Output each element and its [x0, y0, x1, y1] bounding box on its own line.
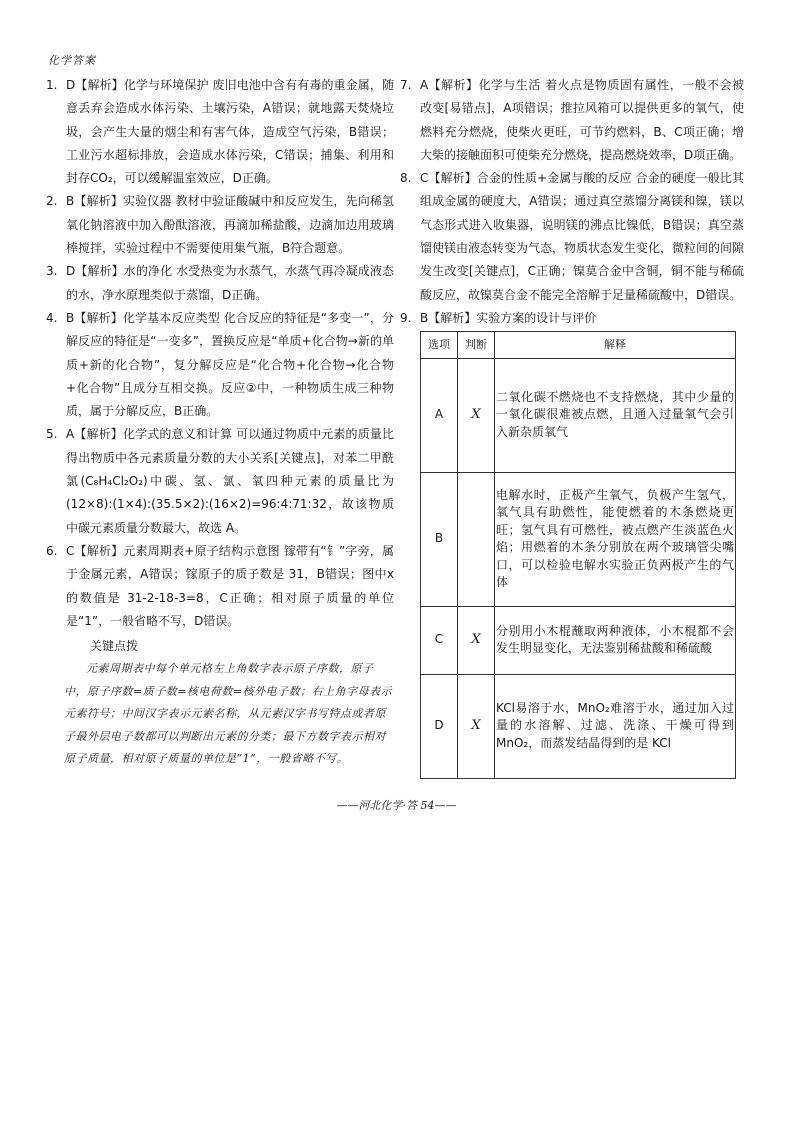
answer-text: A【解析】化学与生活 着火点是物质固有属性，一般不会被改变[易错点]，A项错误；推拉风箱可以提供更多的氧气，使燃料充分燃烧，使柴火更旺，可节约燃料，B、C项正确；增大柴的接触面积可使柴充分燃烧，提高燃烧效率，D项正确。: [420, 78, 744, 162]
explanation-cell: 电解水时，正极产生氧气，负极产生氢气，氧气具有助燃性，能使燃着的木条燃烧更旺；氢气具有可燃性，被点燃产生淡蓝色火焰；用燃着的木条分别放在两个玻璃管尖嘴口，可以检验电解水实验正负两极产生的气体: [495, 472, 736, 606]
answer-item: [46, 74, 394, 190]
key-point-title: 关键点拨: [90, 639, 139, 654]
option-cell: A: [421, 358, 458, 472]
answer-item: [46, 260, 394, 307]
answer-number: 6.: [46, 543, 58, 558]
key-point-box: [46, 658, 394, 771]
answer-number: 3.: [46, 264, 58, 279]
explanation-cell: KCl易溶于水，MnO₂难溶于水，通过加入过量的水溶解、过滤、洗涤、干燥可得到 MnO₂，而蒸发结晶得到的是 KCl: [495, 674, 736, 778]
judge-cell: [458, 472, 495, 606]
answer-number: 7.: [400, 78, 412, 92]
page-footer: ——河北化学·答 54——: [336, 799, 457, 812]
answer-text: D【解析】水的净化 水受热变为水蒸气，水蒸气再冷凝成液态的水，净水原理类似于蒸馏，D正确。: [66, 264, 394, 302]
option-cell: B: [421, 472, 458, 606]
answer-item: [400, 74, 744, 167]
table-row: [421, 472, 736, 606]
right-column: [400, 74, 744, 779]
evaluation-table: [420, 331, 736, 778]
key-point-text: 元素周期表中每个单元格左上角数字表示原子序数，原子中，原子序数=质子数=核电荷数=核外电子数；右上角字母表示元素符号；中间汉字表示元素名称，从元素汉字书写特点或者原子最外层电子数都可以判断出元素的分类；最下方数字表示相对原子质量，相对原子质量的单位是“1”，一般省略不写。: [64, 662, 393, 766]
answer-text: B【解析】实验仪器 教材中验证酸碱中和反应发生，先向稀氢氧化钠溶液中加入酚酞溶液，再滴加稀盐酸，边滴加边用玻璃棒搅拌，实验过程中不需要使用集气瓶，B符合题意。: [66, 194, 394, 256]
table-row: [421, 674, 736, 778]
answer-number: 8.: [400, 171, 412, 186]
page-header: 化学答案: [48, 54, 96, 67]
answer-text: A【解析】化学式的意义和计算 可以通过物质中元素的质量比得出物质中各元素质量分数的大小关系[关键点]，对苯二甲酰氯(C₈H₄Cl₂O₂)中碳、氢、氯、氧四种元素的质量比为(12×8):(1×4):(35.5×2):(16×2)=96:4:71:32，故该物质中碳元素质量分数最大，故选 A。: [66, 427, 394, 535]
answer-item: [46, 540, 394, 633]
answer-number: 9.: [400, 310, 412, 325]
explanation-cell: 二氧化碳不燃烧也不支持燃烧，其中少量的一氧化碳很难被点燃，且通入过量氧气会引入新杂质氧气: [495, 358, 736, 472]
answer-text: B【解析】实验方案的设计与评价: [420, 310, 597, 325]
left-column: [46, 74, 394, 771]
answer-item: [46, 307, 394, 423]
answer-number: 1.: [46, 78, 58, 92]
answer-text: C【解析】合金的性质+金属与酸的反应 合金的硬度一般比其组成金属的硬度大，A错误；通过真空蒸馏分离镁和镍，镁以气态形式进入收集器，说明镁的沸点比镍低，B错误；真空蒸馏使镁由液态转变为气态，物质状态发生变化，微粒间的间隙发生改变[关键点]，C正确；镍莫合金中含铜，铜不能与稀硫酸反应，故镍莫合金不能完全溶解于足量稀硫酸中，D错误。: [420, 171, 745, 302]
table-row: [421, 358, 736, 472]
judge-cell: X: [458, 606, 495, 674]
answer-text: C【解析】元素周期表+原子结构示意图 镓带有“钅”字旁，属于金属元素，A错误；镓原子的质子数是 31，B错误；图中x的数值是 31-2-18-3=8，C正确；相对原子质量的单位是“1”，一般省略不写，D错误。: [66, 543, 394, 628]
column-header: 解释: [495, 332, 736, 358]
table-row: [421, 606, 736, 674]
column-header: 判断: [458, 332, 495, 358]
judge-cell: X: [458, 674, 495, 778]
answer-text: B【解析】化学基本反应类型 化合反应的特征是“多变一”，分解反应的特征是“一变多”，置换反应是“单质+化合物→新的单质+新的化合物”，复分解反应是“化合物+化合物→化合物+化合物”且成分互相交换。反应②中，一种物质生成三种物质，属于分解反应，B正确。: [66, 310, 394, 419]
answer-number: 4.: [46, 310, 58, 325]
option-cell: D: [421, 674, 458, 778]
judge-cell: X: [458, 358, 495, 472]
answer-item: [400, 307, 744, 330]
answer-number: 2.: [46, 194, 58, 209]
explanation-cell: 分别用小木棍蘸取两种液体，小木棍都不会发生明显变化，无法鉴别稀盐酸和稀硫酸: [495, 606, 736, 674]
answer-item: [46, 423, 394, 539]
answer-text: D【解析】化学与环境保护 废旧电池中含有有毒的重金属，随意丢弃会造成水体污染、土壤污染，A错误；就地露天焚烧垃圾，会产生大量的烟尘和有害气体，造成空气污染，B错误；工业污水超标排放，会造成水体污染，C错误；捕集、利用和封存CO₂，可以缓解温室效应，D正确。: [66, 78, 394, 186]
column-header: 选项: [421, 332, 458, 358]
answer-item: [400, 167, 744, 307]
option-cell: C: [421, 606, 458, 674]
answer-item: [46, 190, 394, 260]
answer-number: 5.: [46, 427, 58, 442]
table-header-row: [421, 332, 736, 358]
